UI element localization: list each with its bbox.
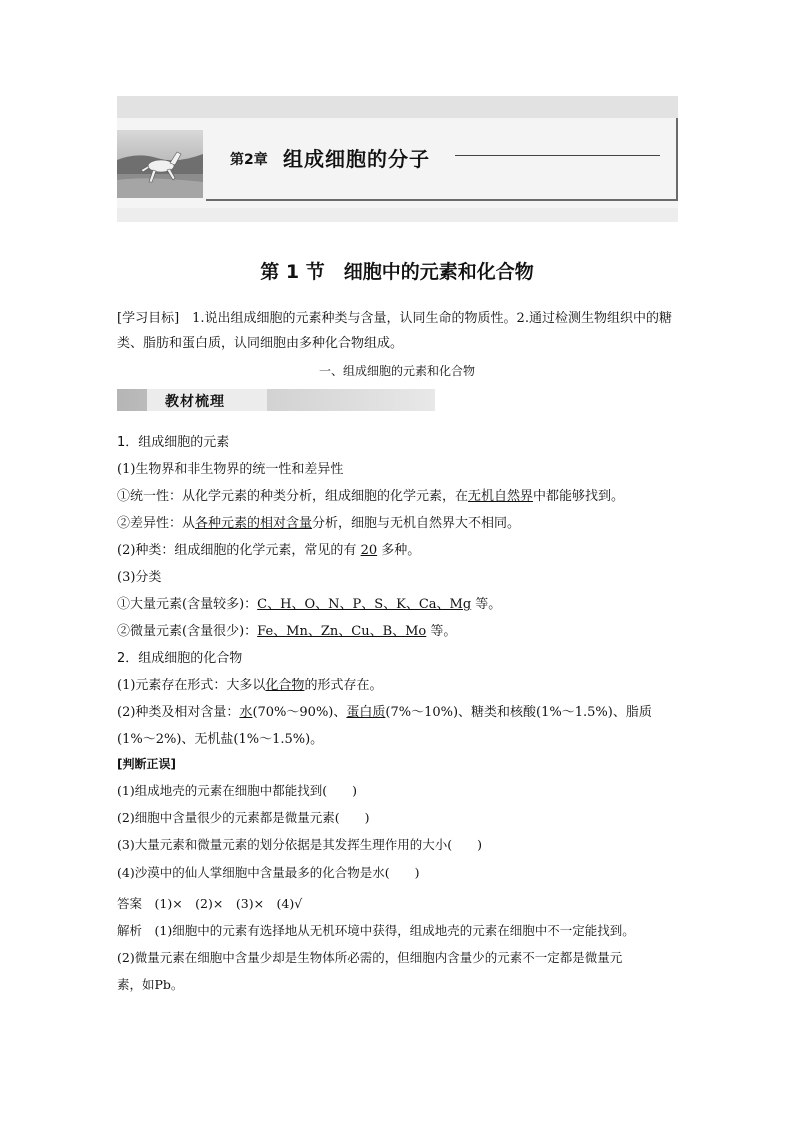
judge-item-2: (2)细胞中含量很少的元素都是微量元素( ): [117, 810, 370, 825]
section-title: 第 1 节 细胞中的元素和化合物: [260, 261, 534, 283]
text-span: 中都能够找到。: [533, 489, 625, 504]
text-relative-content-cont: (1%～2%)、无机盐(1%～1.5%)。: [117, 732, 324, 747]
underlined-answer: 无机自然界: [468, 489, 534, 504]
text-span: 等。: [471, 597, 502, 612]
heading-compounds: 2．组成细胞的化合物: [117, 651, 243, 666]
text-span: 的形式存在。: [304, 678, 383, 693]
answer-line: 答案 (1)× (2)× (3)× (4)√: [117, 896, 303, 911]
underlined-answer: C、H、O、N、P、S、K、Ca、Mg: [257, 597, 472, 612]
text-span: ①大量元素(含量较多)：: [117, 597, 258, 612]
text-trace-elements: [117, 620, 456, 639]
label-text: 教材梳理: [165, 394, 225, 410]
text-span: 分析，细胞与无机自然界大不相同。: [312, 516, 521, 531]
chapter-title: 组成细胞的分子: [283, 147, 430, 171]
text-span: ②微量元素(含量很少)：: [117, 624, 258, 639]
banner-bottom-strip: [117, 208, 678, 222]
text-difference: [117, 512, 520, 531]
underlined-answer: Fe、Mn、Zn、Cu、B、Mo: [257, 624, 427, 639]
text-span: ②差异性：从: [117, 516, 196, 531]
chapter-rule: [455, 155, 660, 156]
underlined-answer: 20: [360, 543, 378, 558]
underlined-answer: 各种元素的相对含量: [195, 516, 313, 531]
text-span: ①统一性：从化学元素的种类分析，组成细胞的化学元素，在: [117, 489, 469, 504]
learning-objectives: [学习目标] 1.说出组成细胞的元素种类与含量，认同生命的物质性。2.通过检测生物组织中的糖类、脂肪和蛋白质，认同细胞由多种化合物组成。: [117, 311, 672, 351]
text-types: [117, 539, 420, 558]
text-span: (2)种类及相对含量：: [117, 705, 240, 720]
underlined-answer: 化合物: [265, 678, 305, 693]
underlined-answer: 水: [239, 705, 253, 720]
text-span: 等。: [426, 624, 457, 639]
heading-elements: 1．组成细胞的元素: [117, 435, 230, 450]
text-span: 多种。: [377, 543, 421, 558]
text-classification: (3)分类: [117, 570, 162, 585]
text-span: (2)种类：组成细胞的化学元素，常见的有: [117, 543, 361, 558]
judge-item-3: (3)大量元素和微量元素的划分依据是其发挥生理作用的大小( ): [117, 837, 482, 852]
label-tab: [147, 389, 267, 411]
banner-top-strip: [117, 96, 678, 118]
chapter-number: 第2章: [230, 152, 268, 168]
judge-item-4: (4)沙漠中的仙人掌细胞中含量最多的化合物是水( ): [117, 865, 420, 880]
text-span: (1)元素存在形式：大多以: [117, 678, 266, 693]
text-unity: [117, 485, 624, 504]
horse-photo: [117, 130, 203, 198]
label-bar: [117, 389, 435, 411]
text-unity-diversity: (1)生物界和非生物界的统一性和差异性: [117, 462, 344, 477]
analysis-line-1: 解析 (1)细胞中的元素有选择地从无机环境中获得，组成地壳的元素在细胞中不一定能找到。: [117, 923, 635, 938]
text-span: (7%～10%)、糖类和核酸(1%～1.5%)、脂质: [385, 705, 652, 720]
judge-item-1: (1)组成地壳的元素在细胞中都能找到( ): [117, 783, 357, 798]
judge-heading: [判断正误]: [117, 757, 176, 771]
text-existence-form: [117, 674, 382, 693]
subsection-title: 一、组成细胞的元素和化合物: [318, 364, 475, 378]
text-macro-elements: [117, 593, 501, 612]
underlined-answer: 蛋白质: [346, 705, 386, 720]
chapter-banner: [117, 96, 678, 222]
text-span: (70%～90%)、: [252, 705, 347, 720]
banner-frame: [206, 118, 678, 201]
analysis-line-2: (2)微量元素在细胞中含量少却是生物体所必需的，但细胞内含量少的元素不一定都是微量元: [117, 950, 623, 965]
text-relative-content: [117, 701, 652, 720]
analysis-line-3: 素，如Pb。: [117, 977, 184, 992]
